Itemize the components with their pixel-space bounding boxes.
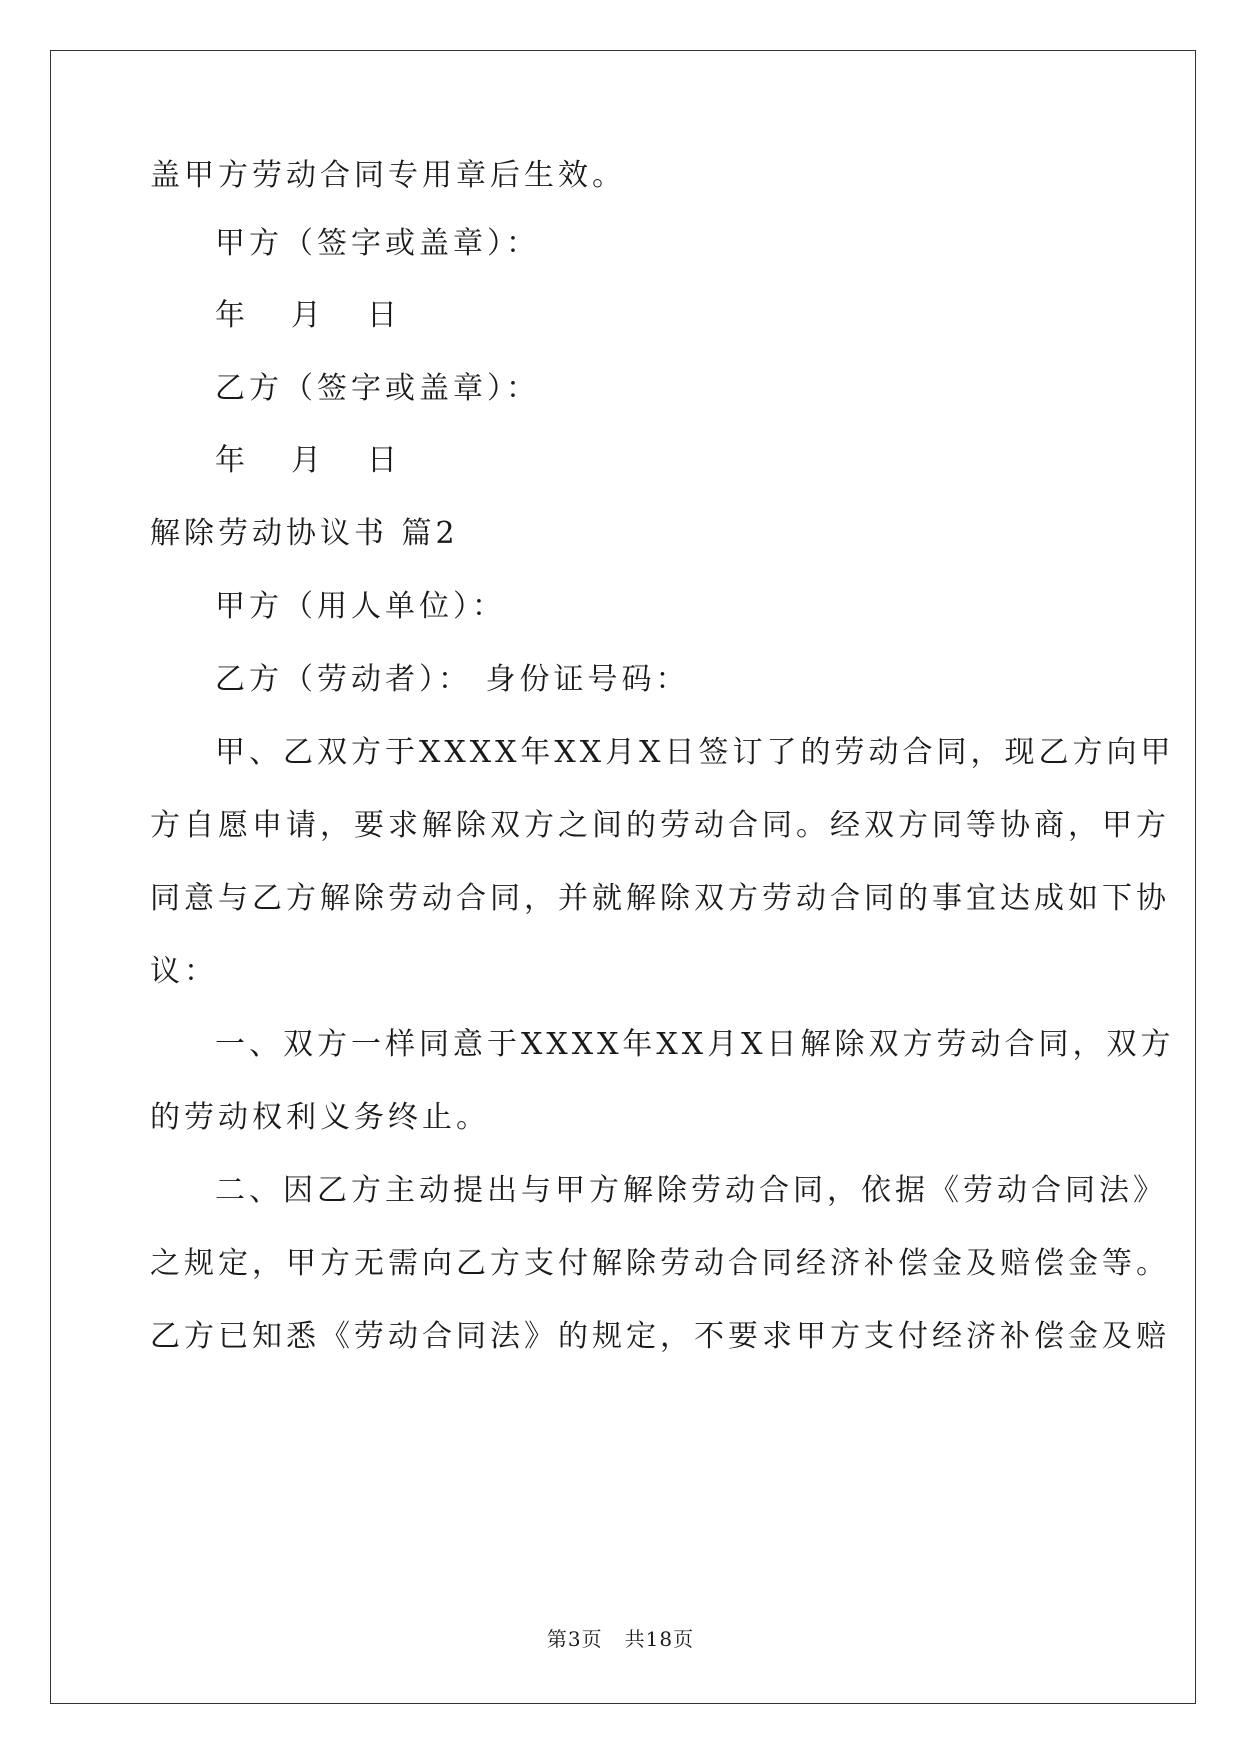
year-label: 年: [215, 298, 249, 333]
year-label: 年: [215, 443, 249, 478]
paragraph-line: 方自愿申请，要求解除双方之间的劳动合同。经双方同等协商，甲方: [150, 808, 1170, 843]
day-label: 日: [367, 298, 401, 333]
paragraph-line: 议：: [150, 954, 218, 989]
paragraph-line: 二、因乙方主动提出与甲方解除劳动合同，依据《劳动合同法》: [215, 1173, 1167, 1208]
month-label: 月: [291, 443, 325, 478]
date-line-party-a: [215, 296, 401, 336]
date-line-party-b: [215, 441, 401, 481]
party-b-line: 乙方（劳动者）： 身份证号码：: [215, 662, 690, 697]
party-a-signature-line: 甲方（签字或盖章）：: [215, 226, 540, 261]
paragraph-line: 甲、乙双方于XXXX年XX月X日签订了的劳动合同，现乙方向甲: [215, 735, 1175, 770]
day-label: 日: [367, 443, 401, 478]
paragraph-line: 之规定，甲方无需向乙方支付解除劳动合同经济补偿金及赔偿金等。: [150, 1246, 1170, 1281]
section-heading: 解除劳动协议书 篇2: [150, 516, 459, 551]
month-label: 月: [291, 298, 325, 333]
page-footer: [0, 1626, 1241, 1652]
page-total: 共18页: [624, 1627, 695, 1651]
party-a-line: 甲方（用人单位）：: [215, 589, 506, 624]
party-b-signature-line: 乙方（签字或盖章）：: [215, 371, 540, 406]
paragraph-line: 一、双方一样同意于XXXX年XX月X日解除双方劳动合同，双方: [215, 1027, 1175, 1062]
paragraph-line: 同意与乙方解除劳动合同，并就解除双方劳动合同的事宜达成如下协: [150, 881, 1170, 916]
page-number: 第3页: [546, 1627, 603, 1651]
paragraph-line: 盖甲方劳动合同专用章后生效。: [150, 158, 626, 193]
paragraph-line: 的劳动权利义务终止。: [150, 1100, 490, 1135]
paragraph-line: 乙方已知悉《劳动合同法》的规定，不要求甲方支付经济补偿金及赔: [150, 1319, 1170, 1354]
